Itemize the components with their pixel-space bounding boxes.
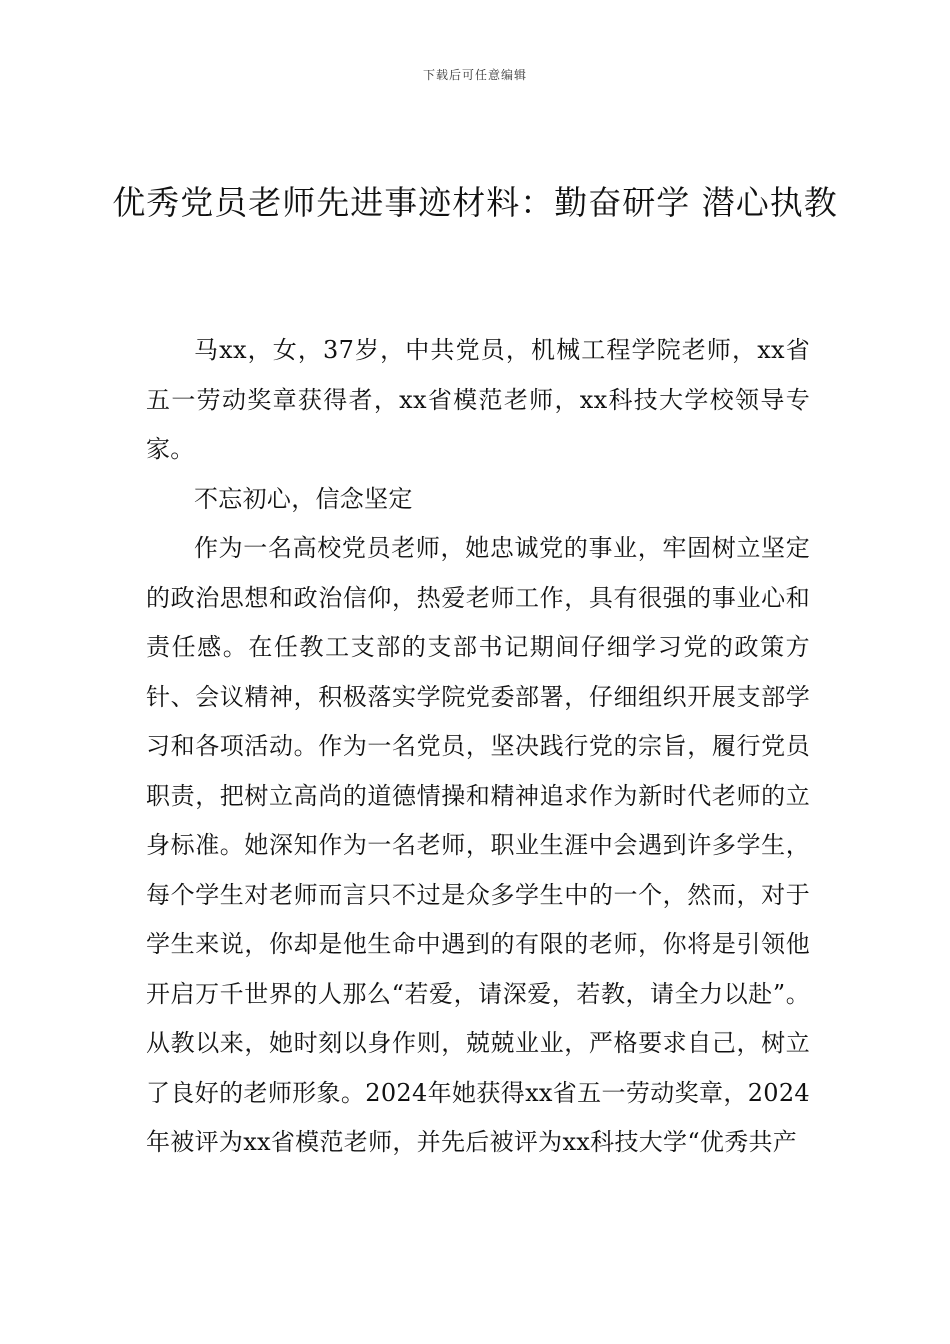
paragraph-main: 作为一名高校党员老师，她忠诚党的事业，牢固树立坚定的政治思想和政治信仰，热爱老师工作，具有很强的事业心和责任感。在任教工支部的支部书记期间仔细学习党的政策方针、会议精神，积极落实学院党委部署，仔细组织开展支部学习和各项活动。作为一名党员，坚决践行党的宗旨，履行党员职责，把树立高尚的道德情操和精神追求作为新时代老师的立身标准。她深知作为一名老师，职业生涯中会遇到许多学生，每个学生对老师而言只不过是众多学生中的一个，然而，对于学生来说，你却是他生命中遇到的有限的老师，你将是引领他开启万千世界的人那么“若爱，请深爱，若教，请全力以赴”。从教以来，她时刻以身作则，兢兢业业，严格要求自己，树立了良好的老师形象。2024年她获得xx省五一劳动奖章，2024年被评为xx省模范老师，并先后被评为xx科技大学“优秀共产 (146, 534, 810, 1156)
document-title: 优秀党员老师先进事迹材料：勤奋研学 潜心执教 (112, 183, 838, 222)
paragraph-intro: 马xx，女，37岁，中共党员，机械工程学院老师，xx省五一劳动奖章获得者，xx省模范老师，xx科技大学校领导专家。 (146, 336, 810, 463)
header-note: 下载后可任意编辑 (422, 68, 527, 82)
section-heading: 不忘初心，信念坚定 (194, 484, 413, 513)
document-body (146, 326, 810, 1168)
